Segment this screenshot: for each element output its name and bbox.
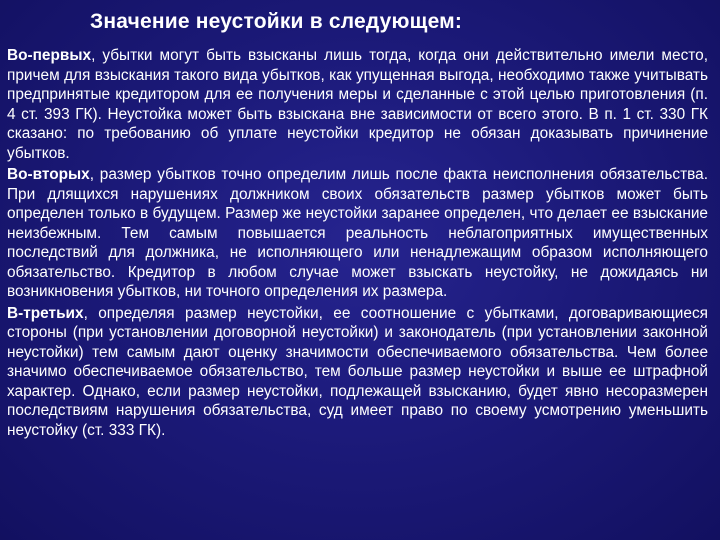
paragraph-second — [7, 165, 708, 302]
slide-body — [7, 46, 708, 442]
paragraph-text: , определяя размер неустойки, ее соотношение с убытками, договаривающиеся стороны (при установлении договорной неустойки) и законодатель (при установлении законной неустойки) тем самым дают оценку значимости обеспечиваемого обязательства. Чем более значимо обеспечиваемое обязательство, тем больше размер неустойки и выше ее штрафной характер. Однако, если размер неустойки, подлежащей взысканию, будет явно несоразмерен последствиям нарушения обязательства, суд имеет право по своему усмотрению уменьшить неустойку (ст. 333 ГК). — [7, 304, 708, 439]
paragraph-third — [7, 304, 708, 441]
paragraph-lead: Во-первых — [7, 47, 92, 64]
paragraph-lead: В-третьих — [7, 304, 84, 322]
slide-title: Значение неустойки в следующем: — [90, 10, 463, 33]
paragraph-text: , размер убытков точно определим лишь после факта неисполнения обязательства. При длящихся нарушениях должником своих обязательств размер убытков может быть определен только в будущем. Размер же неустойки заранее определен, что делает ее взыскание неизбежным. Тем самым повышается реальность неблагоприятных имущественных последствий для должника, не исполняющего или ненадлежащим образом исполняющего обязательство. Кредитор в любом случае может взыскать неустойку, не дожидаясь ни возникновения убытков, ни точного определения их размера. — [7, 166, 708, 300]
paragraph-first — [7, 46, 708, 163]
paragraph-text: , убытки могут быть взысканы лишь тогда, когда они действительно имели место, причем для взыскания такого вида убытков, как упущенная выгода, необходимо также учитывать предпринятые кредитором для ее получения меры и сделанные с этой целью приготовления (п. 4 ст. 393 ГК). Неустойка может быть взыскана вне зависимости от всего этого. В п. 1 ст. 330 ГК сказано: по требованию об уплате неустойки кредитор не обязан доказывать причинение убытков. — [7, 47, 708, 162]
paragraph-lead: Во-вторых — [7, 166, 90, 183]
